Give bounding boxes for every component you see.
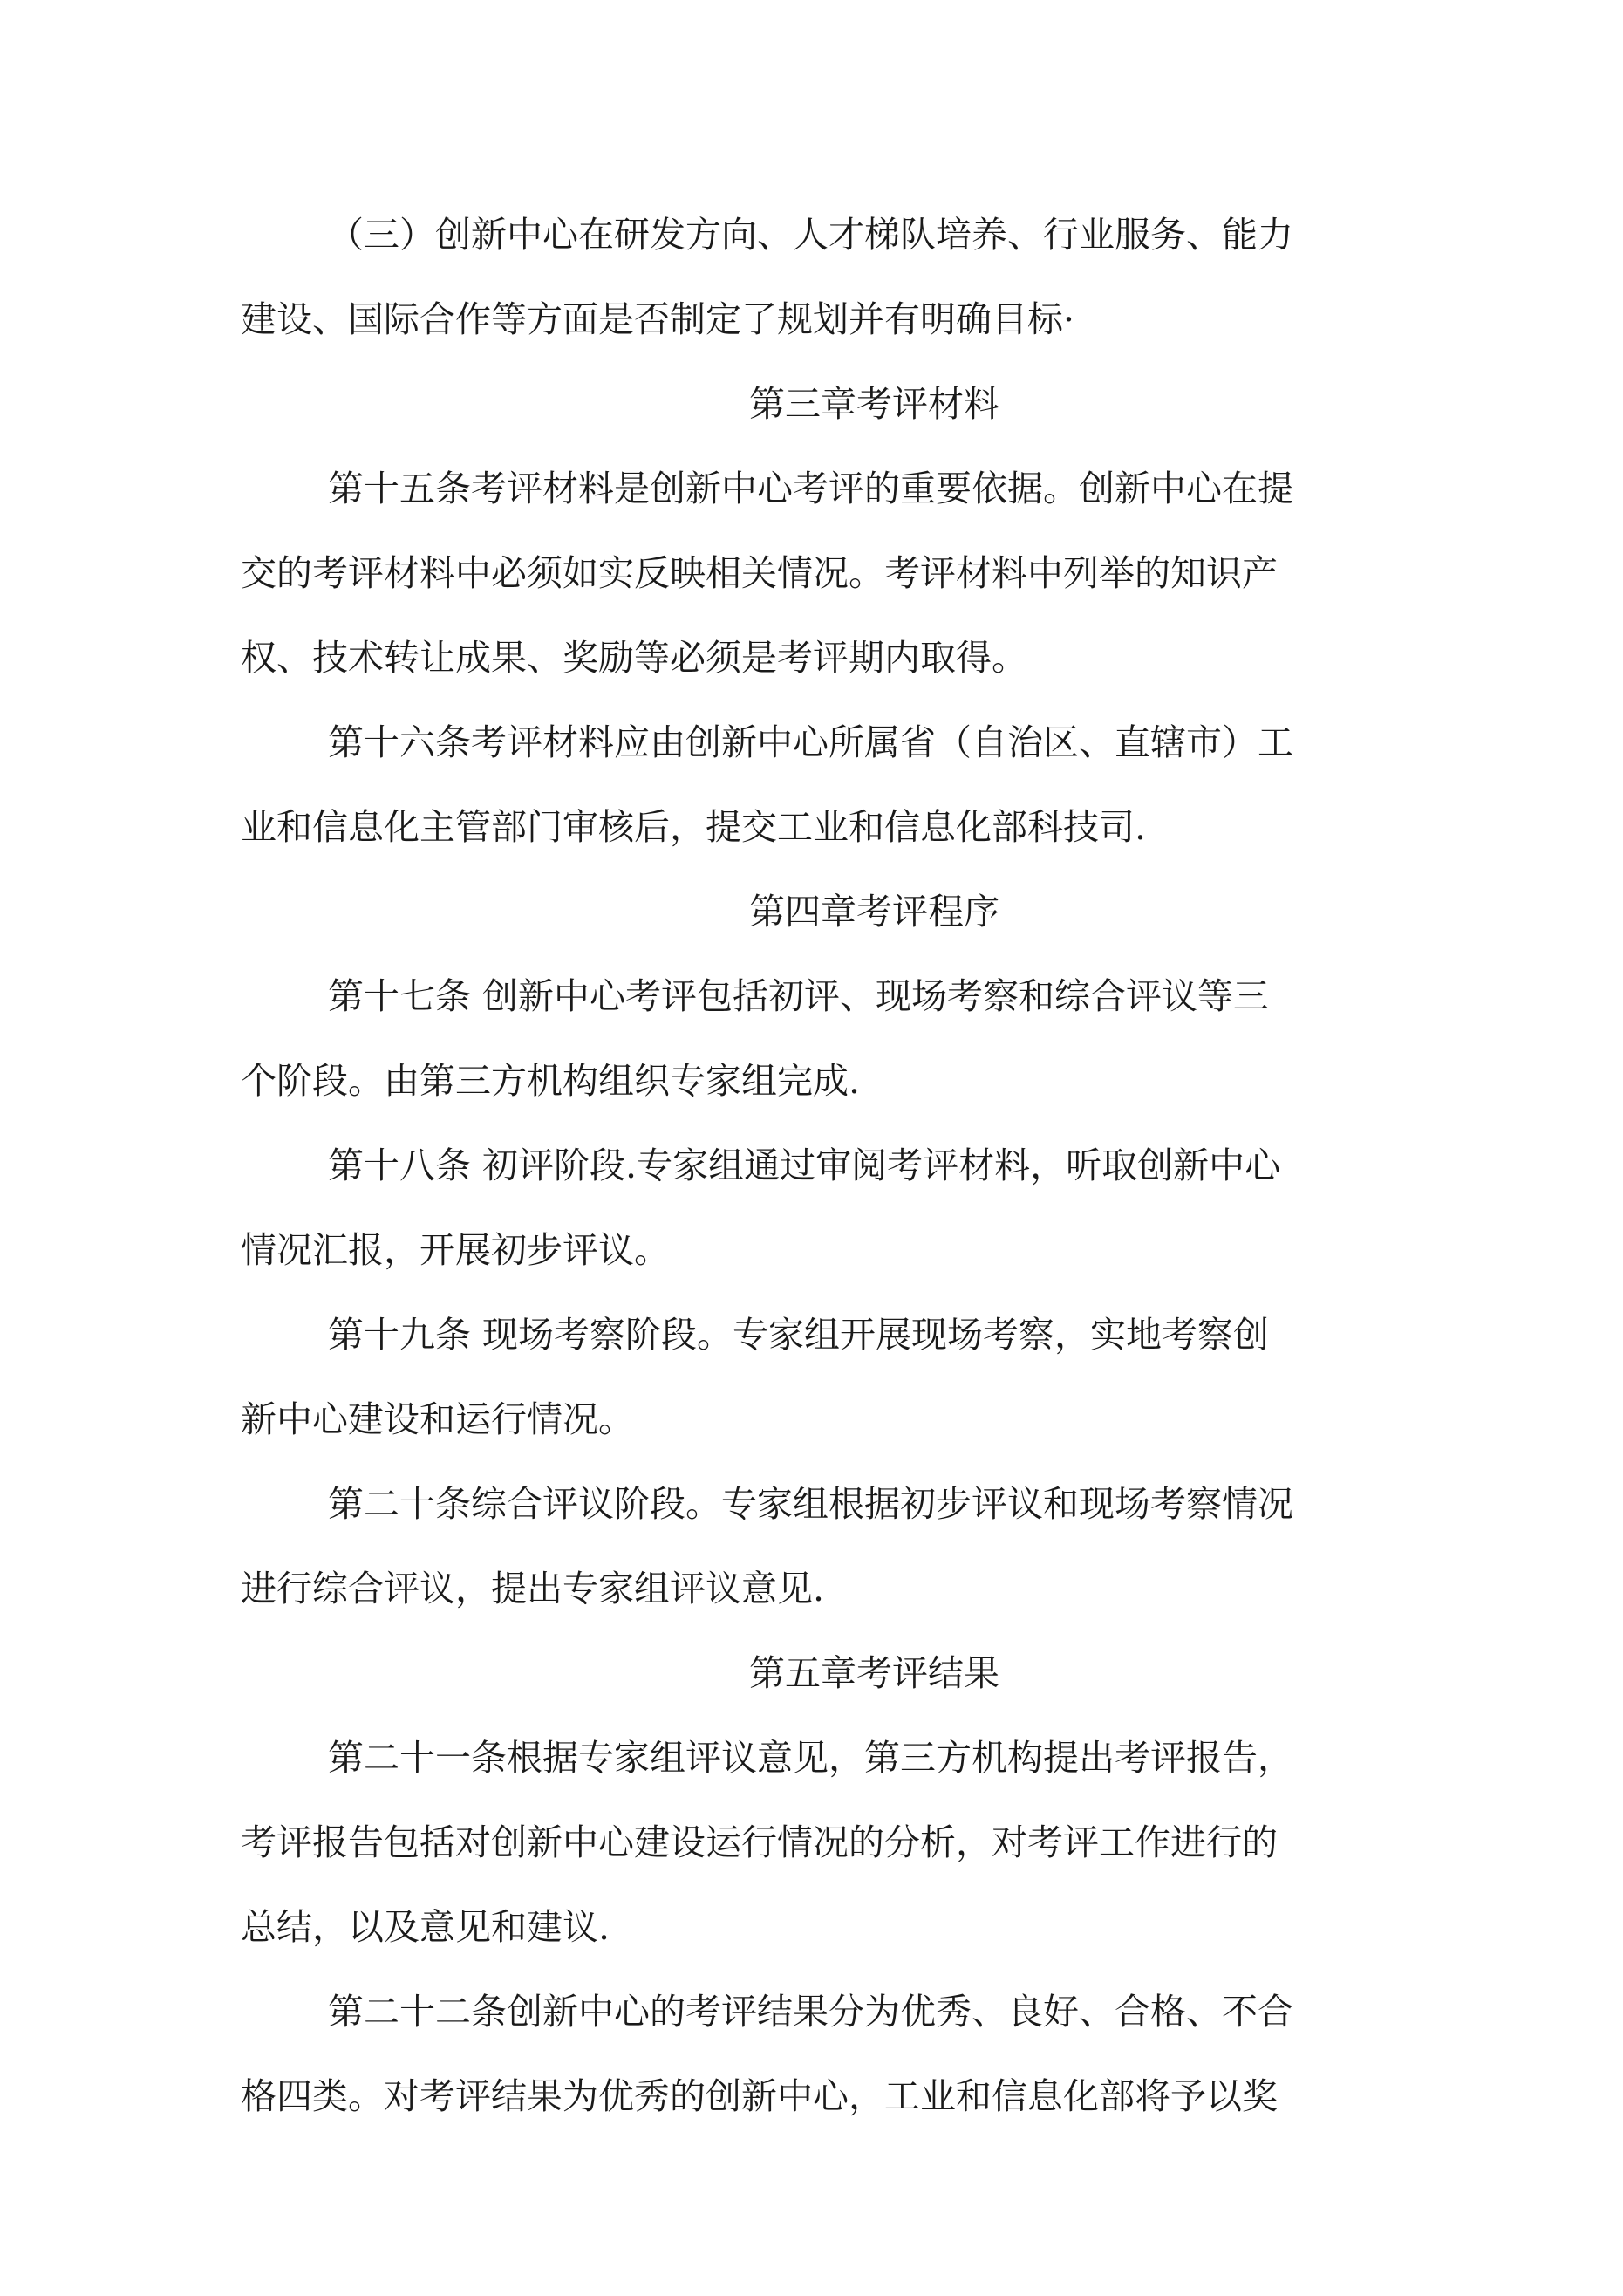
article-15-line-3: 权、技术转让成果、奖励等必须是考评期内取得。 [241, 637, 1027, 679]
article-20-line-1: 第二十条综合评议阶段。专家组根据初步评议和现场考察情况 [328, 1483, 1293, 1525]
article-20-line-2: 进行综合评议，提出专家组评议意见. [241, 1568, 825, 1609]
article-21-line-2: 考评报告包括对创新中心建设运行情况的分析，对考评工作进行的 [241, 1821, 1278, 1863]
article-18-line-1: 第十八条 初评阶段.专家组通过审阅考评材料，听取创新中心 [328, 1145, 1281, 1186]
paragraph-item-3-line-2: 建设、国际合作等方面是否制定了规划并有明确目标· [241, 298, 1075, 340]
article-19-line-1: 第十九条 现场考察阶段。专家组开展现场考察，实地考察创 [328, 1314, 1270, 1356]
article-22-line-2: 格四类。对考评结果为优秀的创新中心，工业和信息化部将予以奖 [241, 2075, 1278, 2117]
chapter-3-heading: 第三章考评材料 [749, 383, 999, 425]
chapter-5-heading: 第五章考评结果 [749, 1652, 999, 1694]
article-18-line-2: 情况汇报，开展初步评议。 [241, 1229, 670, 1271]
article-15-line-1: 第十五条考评材料是创新中心考评的重要依据。创新中心在提 [328, 468, 1293, 509]
article-17-line-1: 第十七条 创新中心考评包括初评、现场考察和综合评议等三 [328, 975, 1270, 1017]
paragraph-item-3-line-1: （三）创新中心在研发方向、人才梯队培养、行业服务、能力 [328, 214, 1293, 256]
article-19-line-2: 新中心建设和运行情况。 [241, 1398, 634, 1440]
article-17-line-2: 个阶段。由第三方机构组织专家组完成. [241, 1060, 861, 1102]
article-15-line-2: 交的考评材料中必须如实反映相关情况。考评材料中列举的知识产 [241, 552, 1278, 594]
chapter-4-heading: 第四章考评程序 [749, 891, 999, 933]
article-16-line-2: 业和信息化主管部门审核后，提交工业和信息化部科技司. [241, 806, 1147, 848]
article-16-line-1: 第十六条考评材料应由创新中心所属省（自治区、直辖市）工 [328, 721, 1293, 763]
article-22-line-1: 第二十二条创新中心的考评结果分为优秀、良好、合格、不合 [328, 1991, 1293, 2033]
article-21-line-1: 第二十一条根据专家组评议意见，第三方机构提出考评报告， [328, 1737, 1293, 1779]
article-21-line-3: 总结，以及意见和建议. [241, 1906, 610, 1948]
